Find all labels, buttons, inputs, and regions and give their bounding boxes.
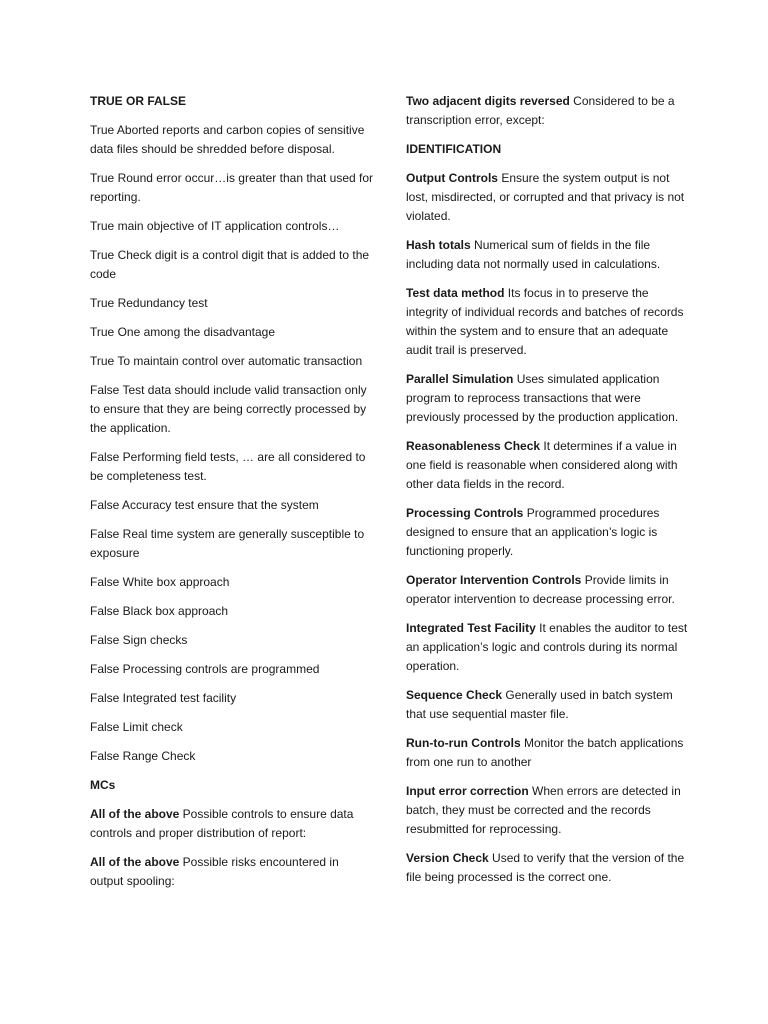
definition-text: It determines if a value in one field is reasonable when considered along with other data fields in the record. [406, 439, 678, 491]
answer-label: True [90, 171, 115, 185]
tf-item [90, 323, 375, 342]
question-text: Aborted reports and carbon copies of sensitive data files should be shredded before disposal. [90, 123, 365, 156]
question-text: Accuracy test ensure that the system [119, 498, 319, 512]
answer-label: True [90, 296, 115, 310]
answer-label: False [90, 450, 120, 464]
answer-label: False [90, 633, 120, 647]
answer-label: False [90, 527, 120, 541]
definition-text: When errors are detected in batch, they must be corrected and the records resubmitted for reprocessing. [406, 784, 681, 836]
answer-label: False [90, 575, 120, 589]
term-label: Test data method [406, 286, 505, 300]
question-text: Possible risks encountered in output spooling: [90, 855, 339, 888]
tf-item [90, 602, 375, 621]
identification-heading: IDENTIFICATION [406, 142, 502, 156]
id-item [406, 686, 691, 724]
question-text: Check digit is a control digit that is added to the code [90, 248, 370, 281]
tf-item [90, 689, 375, 708]
id-item [406, 169, 691, 226]
left-column [90, 92, 375, 901]
tf-item [90, 121, 375, 159]
term-label: Reasonableness Check [406, 439, 541, 453]
definition-text: Monitor the batch applications from one run to another [406, 736, 684, 769]
question-text: Processing controls are programmed [119, 662, 320, 676]
tf-item [90, 246, 375, 284]
tf-item [90, 217, 375, 236]
definition-text: Uses simulated application program to reprocess transactions that were previously processed by the production application. [406, 372, 679, 424]
answer-label: False [90, 662, 120, 676]
tf-item [90, 496, 375, 515]
tf-item [90, 718, 375, 737]
tf-item [90, 169, 375, 207]
definition-text: It enables the auditor to test an application’s logic and controls during its normal operation. [406, 621, 688, 673]
question-text: White box approach [119, 575, 230, 589]
id-item [406, 284, 691, 360]
definition-text: Its focus in to preserve the integrity of individual records and batches of records within the system and to ensure that an adequate audit trail is preserved. [406, 286, 684, 357]
tf-item [90, 631, 375, 650]
answer-label: True [90, 219, 115, 233]
question-text: Performing field tests, … are all considered to be completeness test. [90, 450, 366, 483]
id-item [406, 370, 691, 427]
answer-label: All of the above [90, 855, 180, 869]
answer-label: False [90, 383, 120, 397]
term-label: Output Controls [406, 171, 498, 185]
tf-item [90, 660, 375, 679]
question-text: Test data should include valid transaction only to ensure that they are being correctly processed by the application. [90, 383, 367, 435]
term-label: Processing Controls [406, 506, 524, 520]
question-text: main objective of IT application controls… [114, 219, 340, 233]
answer-label: True [90, 354, 115, 368]
term-label: Operator Intervention Controls [406, 573, 582, 587]
tf-item [90, 448, 375, 486]
answer-label: False [90, 691, 120, 705]
answer-label: True [90, 325, 115, 339]
question-text: Redundancy test [114, 296, 208, 310]
tf-item [90, 525, 375, 563]
definition-text: Ensure the system output is not lost, misdirected, or corrupted and that privacy is not violated. [406, 171, 685, 223]
true-false-heading: TRUE OR FALSE [90, 94, 187, 108]
question-text: Round error occur…is greater than that used for reporting. [90, 171, 374, 204]
question-text: Range Check [119, 749, 196, 763]
term-label: Parallel Simulation [406, 372, 514, 386]
right-column [406, 92, 691, 897]
answer-label: True [90, 123, 115, 137]
id-item [406, 849, 691, 887]
question-text: One among the disadvantage [114, 325, 276, 339]
question-text: Black box approach [119, 604, 229, 618]
question-text: To maintain control over automatic transaction [114, 354, 363, 368]
answer-label: All of the above [90, 807, 180, 821]
tf-item [90, 381, 375, 438]
id-item [406, 734, 691, 772]
definition-text: Used to verify that the version of the file being processed is the correct one. [406, 851, 685, 884]
term-label: Sequence Check [406, 688, 503, 702]
answer-label: Two adjacent digits reversed [406, 94, 570, 108]
mc-item [90, 853, 375, 891]
answer-label: False [90, 749, 120, 763]
question-text: Possible controls to ensure data controls and proper distribution of report: [90, 807, 354, 840]
id-item [406, 504, 691, 561]
answer-label: False [90, 498, 120, 512]
definition-text: Numerical sum of fields in the file including data not normally used in calculations. [406, 238, 661, 271]
mc-item [90, 805, 375, 843]
definition-text: Programmed procedures designed to ensure that an application’s logic is functioning properly. [406, 506, 660, 558]
intro-item [406, 92, 691, 130]
tf-item [90, 352, 375, 371]
answer-label: False [90, 720, 120, 734]
id-item [406, 437, 691, 494]
term-label: Hash totals [406, 238, 471, 252]
term-label: Input error correction [406, 784, 529, 798]
term-label: Version Check [406, 851, 489, 865]
term-label: Run-to-run Controls [406, 736, 521, 750]
question-text: Limit check [119, 720, 183, 734]
id-item [406, 571, 691, 609]
mcs-heading: MCs [90, 778, 116, 792]
tf-item [90, 573, 375, 592]
term-label: Integrated Test Facility [406, 621, 536, 635]
id-item [406, 619, 691, 676]
definition-text: Provide limits in operator intervention to decrease processing error. [406, 573, 675, 606]
definition-text: Generally used in batch system that use sequential master file. [406, 688, 673, 721]
tf-item [90, 294, 375, 313]
question-text: Considered to be a transcription error, except: [406, 94, 675, 127]
question-text: Integrated test facility [119, 691, 237, 705]
id-item [406, 236, 691, 274]
id-item [406, 782, 691, 839]
tf-item [90, 747, 375, 766]
answer-label: True [90, 248, 115, 262]
question-text: Real time system are generally susceptible to exposure [90, 527, 365, 560]
answer-label: False [90, 604, 120, 618]
question-text: Sign checks [119, 633, 188, 647]
